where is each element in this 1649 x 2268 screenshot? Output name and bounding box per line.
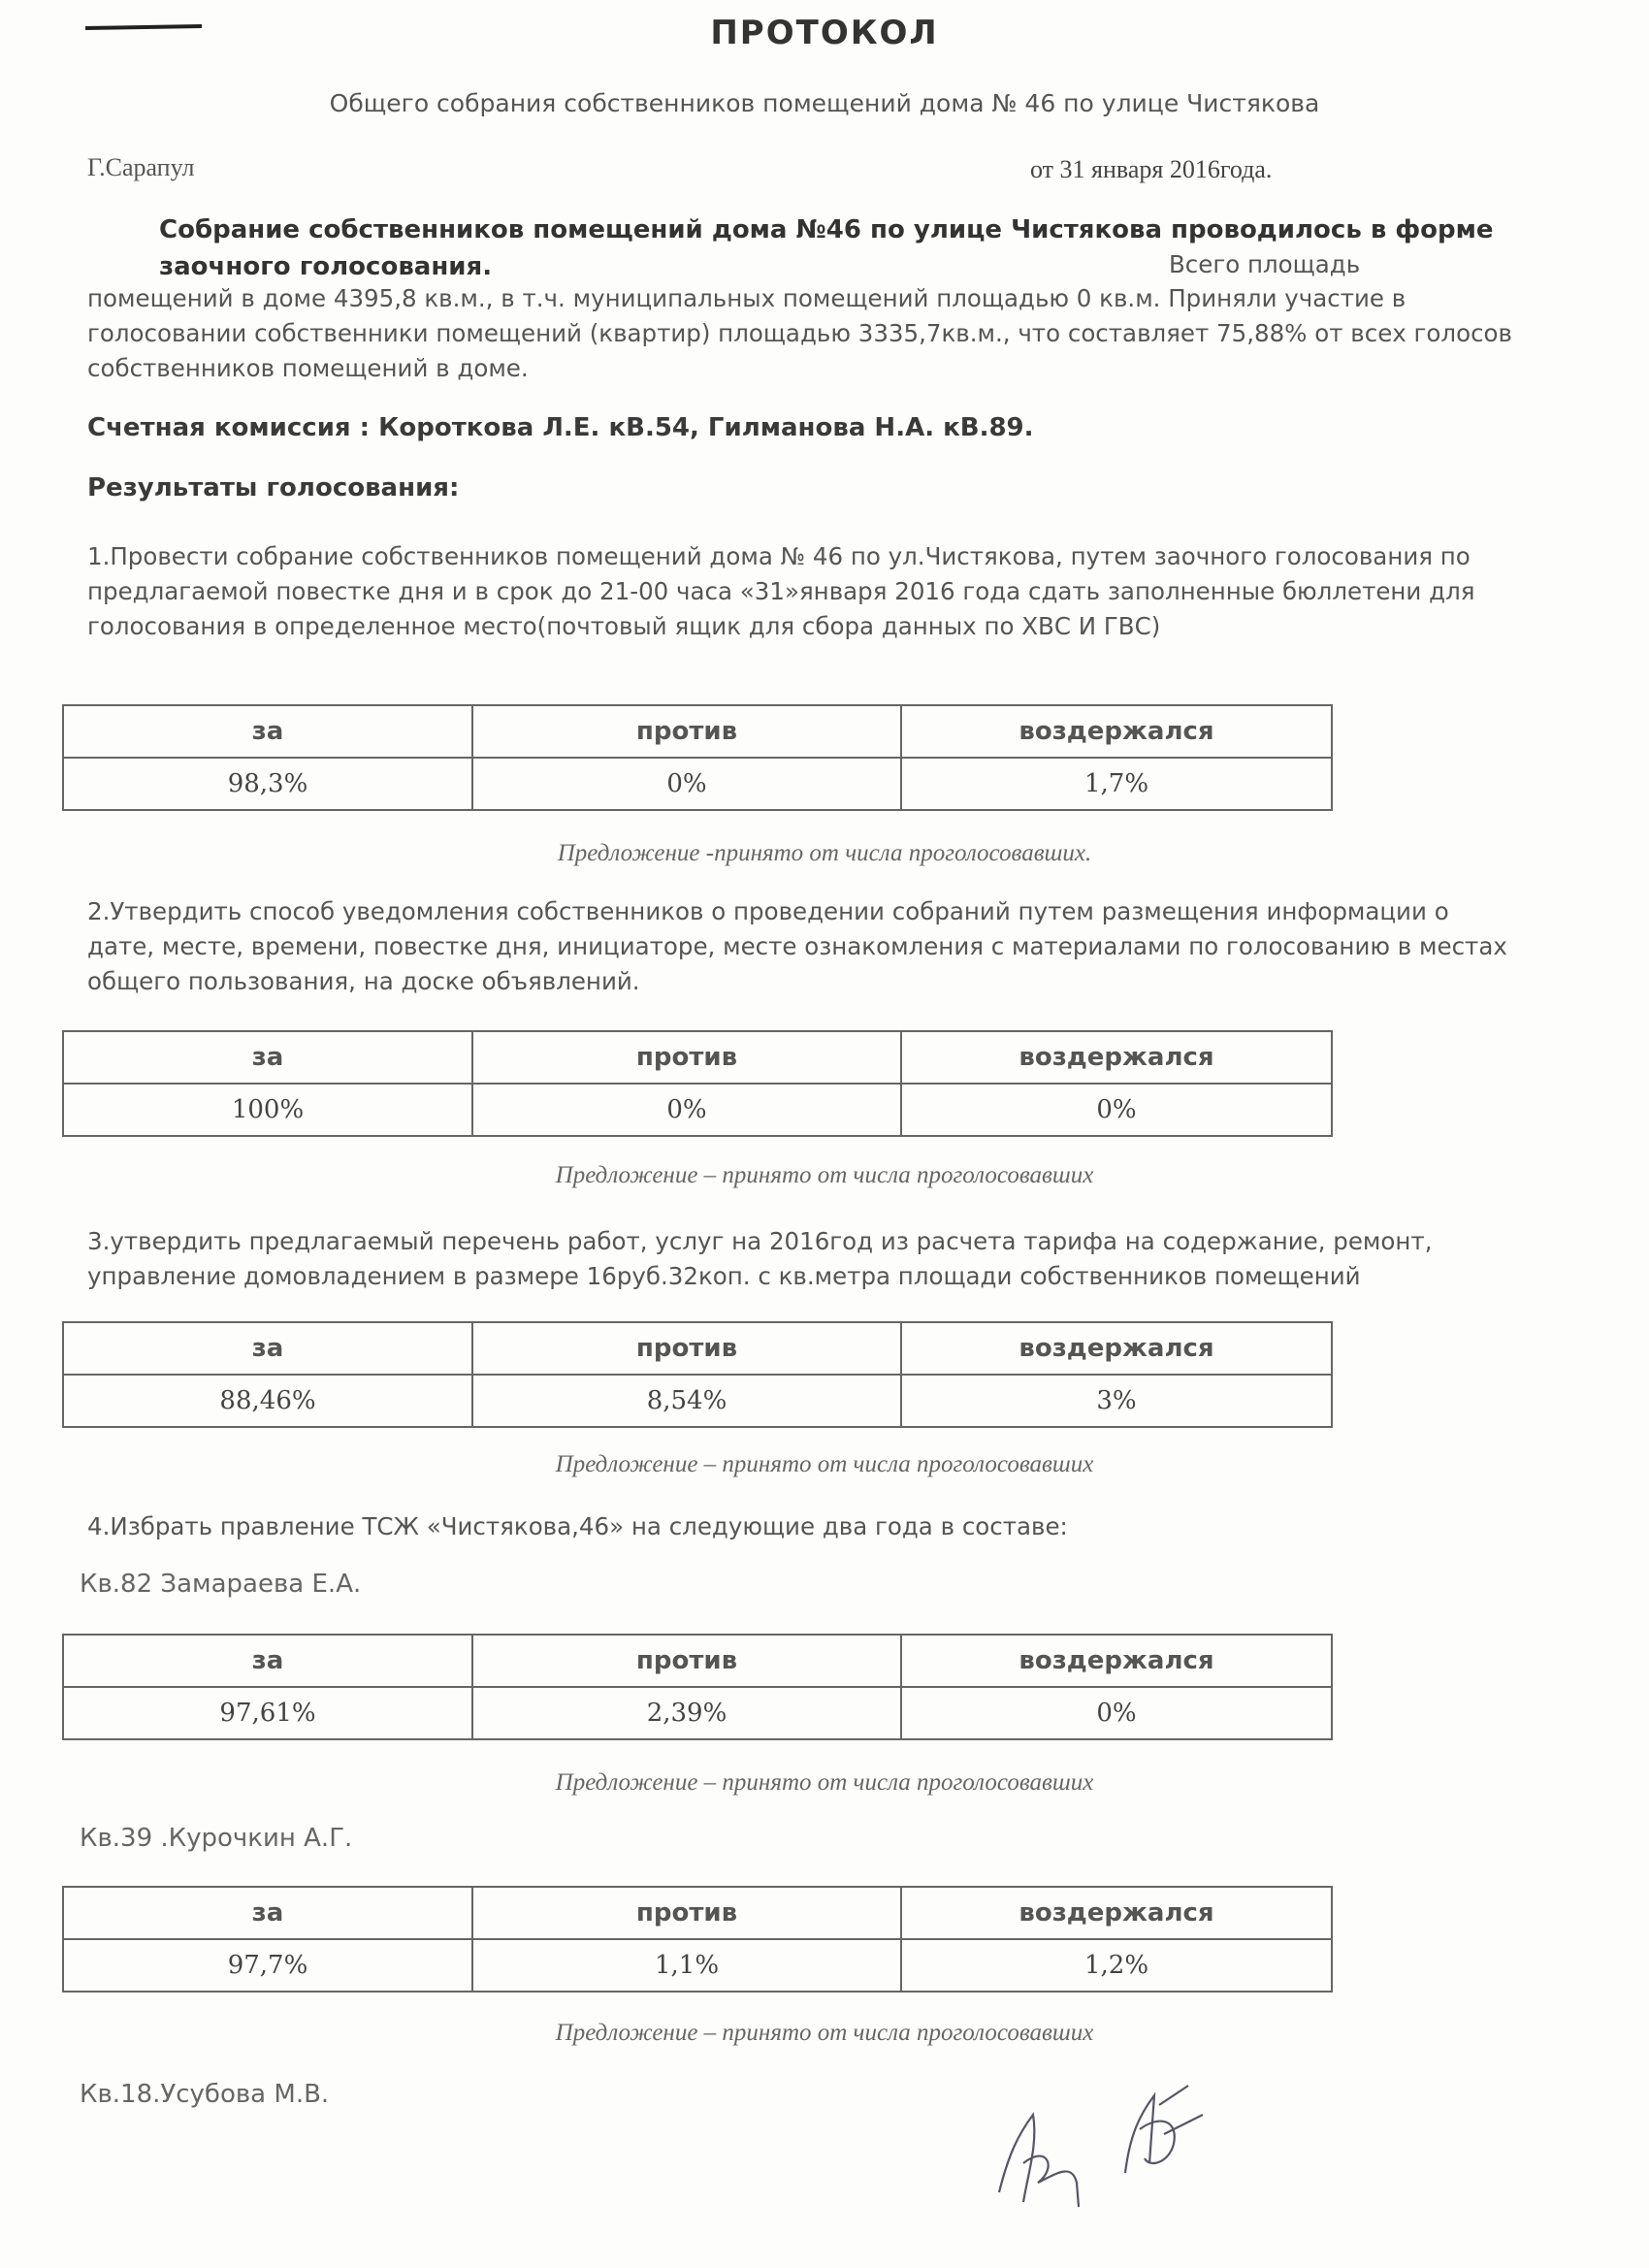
header-for: за <box>63 1635 472 1687</box>
candidate-1-caption: Предложение – принято от числа проголосовавших <box>555 1769 1094 1796</box>
value-against: 0% <box>472 1084 901 1136</box>
header-abstain: воздержался <box>901 1887 1332 1939</box>
item-3-text: 3.утвердить предлагаемый перечень работ, услуг на 2016год из расчета тарифа на содержание, ремонт, управление домовладением в размере 16руб.32коп. с кв.метра площади собственников помещений <box>87 1227 1433 1290</box>
item-2-text: 2.Утвердить способ уведомления собственников о проведении собраний путем размещения информации о дате, месте, времени, повестке дня, инициаторе, месте ознакомления с материалами по голосованию в местах общего пользования, на доске объявлений. <box>87 897 1507 995</box>
handwritten-signatures <box>980 2076 1232 2221</box>
header-against: против <box>472 1031 901 1084</box>
value-for: 88,46% <box>63 1375 472 1427</box>
commission: Счетная комиссия : Короткова Л.Е. кВ.54, Гилманова Н.А. кВ.89. <box>87 413 1034 442</box>
value-for: 100% <box>63 1084 472 1136</box>
item-2-caption: Предложение – принято от числа проголосовавших <box>555 1162 1094 1188</box>
intro-body: помещений в доме 4395,8 кв.м., в т.ч. муниципальных помещений площадью 0 кв.м. Приняли участие в голосовании собственники помещений (квартир) площадью 3335,7кв.м., что составляет 75,88% от всех голосов собственников помещений в доме. <box>87 284 1512 382</box>
item-3-caption: Предложение – принято от числа проголосовавших <box>555 1451 1094 1477</box>
header-abstain: воздержался <box>901 1031 1332 1084</box>
header-against: против <box>472 1322 901 1375</box>
item-4-text: 4.Избрать правление ТСЖ «Чистякова,46» на следующие два года в составе: <box>87 1512 1068 1540</box>
vote-table-2 <box>62 1030 1333 1137</box>
value-against: 8,54% <box>472 1375 901 1427</box>
header-for: за <box>63 1887 472 1939</box>
header-for: за <box>63 705 472 758</box>
value-against: 0% <box>472 758 901 810</box>
vote-table-4a <box>62 1634 1333 1740</box>
document-subtitle: Общего собрания собственников помещений дома № 46 по улице Чистякова <box>329 89 1320 117</box>
candidate-2-caption: Предложение – принято от числа проголосовавших <box>555 2020 1094 2046</box>
document-title: ПРОТОКОЛ <box>710 14 939 52</box>
item-1-text: 1.Провести собрание собственников помещений дома № 46 по ул.Чистякова, путем заочного голосования по предлагаемой повестке дня и в срок до 21-00 часа «31»января 2016 года сдать заполненные бюллетени для голосования в определенное место(почтовый ящик для сбора данных по ХВС И ГВС) <box>87 542 1475 640</box>
value-for: 97,7% <box>63 1939 472 1992</box>
value-abstain: 1,2% <box>901 1939 1332 1992</box>
header-for: за <box>63 1322 472 1375</box>
intro-bold: Собрание собственников помещений дома №46 по улице Чистякова проводилось в форме заочного голосования. <box>159 215 1494 281</box>
header-abstain: воздержался <box>901 1322 1332 1375</box>
results-heading: Результаты голосования: <box>87 473 460 502</box>
value-against: 2,39% <box>472 1687 901 1739</box>
header-against: против <box>472 1887 901 1939</box>
header-against: против <box>472 705 901 758</box>
candidate-3-name: Кв.18.Усубова М.В. <box>80 2080 330 2109</box>
vote-table-3 <box>62 1321 1333 1428</box>
header-abstain: воздержался <box>901 1635 1332 1687</box>
intro-tail: Всего площадь <box>1169 250 1361 278</box>
item-1-caption: Предложение -принято от числа проголосовавших. <box>557 840 1092 866</box>
candidate-1-name: Кв.82 Замараева Е.А. <box>80 1570 362 1599</box>
vote-table-1 <box>62 704 1333 811</box>
document-date: от 31 января 2016года. <box>1030 155 1273 183</box>
value-abstain: 3% <box>901 1375 1332 1427</box>
value-for: 98,3% <box>63 758 472 810</box>
header-for: за <box>63 1031 472 1084</box>
value-against: 1,1% <box>472 1939 901 1992</box>
value-abstain: 0% <box>901 1084 1332 1136</box>
city: Г.Сарапул <box>87 153 195 181</box>
header-abstain: воздержался <box>901 705 1332 758</box>
value-abstain: 1,7% <box>901 758 1332 810</box>
candidate-2-name: Кв.39 .Курочкин А.Г. <box>80 1824 353 1853</box>
header-against: против <box>472 1635 901 1687</box>
value-abstain: 0% <box>901 1687 1332 1739</box>
vote-table-4b <box>62 1886 1333 1993</box>
value-for: 97,61% <box>63 1687 472 1739</box>
